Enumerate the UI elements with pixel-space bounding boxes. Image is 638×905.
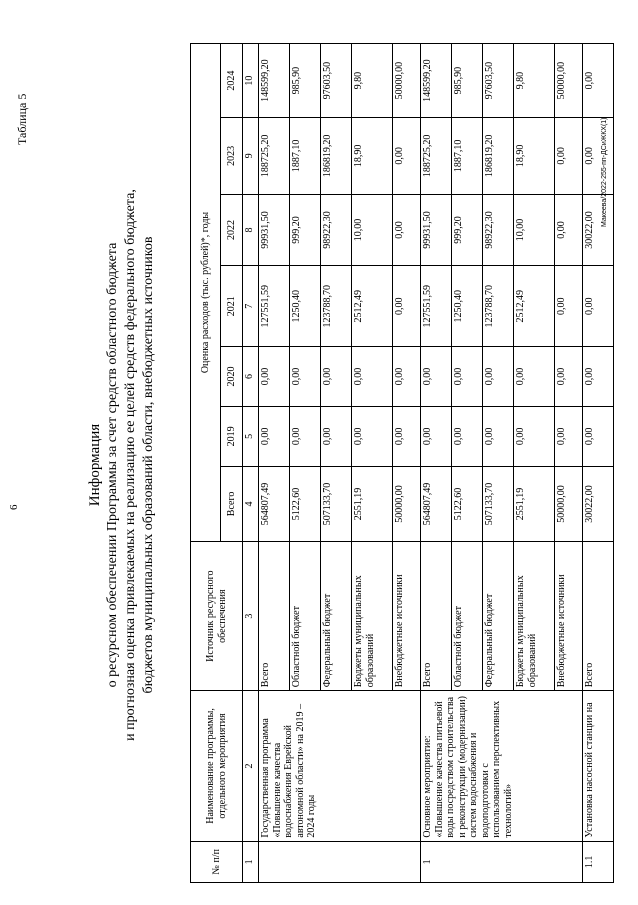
row-number	[259, 841, 421, 882]
header-name: Наименование программы, отдельного мероприятия	[191, 691, 243, 841]
amount-cell: 564807,49	[421, 466, 452, 541]
amount-cell: 127551,59	[259, 266, 290, 347]
amount-cell: 186819,20	[483, 118, 514, 194]
amount-cell: 507133,70	[321, 466, 352, 541]
amount-cell: 97603,50	[483, 44, 514, 118]
amount-cell: 98922,30	[321, 194, 352, 266]
amount-cell: 0,00	[583, 266, 614, 347]
column-index: 7	[243, 266, 259, 347]
header-source: Источник ресурсного обеспечения	[191, 542, 243, 691]
funding-source: Всего	[259, 542, 290, 691]
amount-cell: 985,90	[452, 44, 483, 118]
amount-cell: 0,00	[452, 347, 483, 407]
table-row	[259, 44, 290, 883]
amount-cell: 0,00	[514, 347, 555, 407]
header-year: Всего	[221, 466, 243, 541]
document-title-block	[86, 65, 158, 865]
amount-cell: 2551,19	[352, 466, 393, 541]
column-index: 10	[243, 44, 259, 118]
amount-cell: 5122,60	[452, 466, 483, 541]
amount-cell: 0,00	[321, 406, 352, 466]
amount-cell: 0,00	[555, 347, 583, 407]
amount-cell: 0,00	[259, 347, 290, 407]
amount-cell: 0,00	[583, 118, 614, 194]
amount-cell: 0,00	[555, 406, 583, 466]
amount-cell: 123788,70	[321, 266, 352, 347]
amount-cell: 0,00	[421, 347, 452, 407]
amount-cell: 0,00	[583, 347, 614, 407]
funding-source: Областной бюджет	[290, 542, 321, 691]
amount-cell: 10,00	[514, 194, 555, 266]
header-num: № п/п	[191, 841, 243, 882]
table-row	[583, 44, 614, 883]
amount-cell: 507133,70	[483, 466, 514, 541]
amount-cell: 0,00	[583, 44, 614, 118]
amount-cell: 148599,20	[259, 44, 290, 118]
amount-cell: 0,00	[290, 347, 321, 407]
table-label: Таблица 5	[15, 93, 29, 145]
header-year: 2024	[221, 44, 243, 118]
amount-cell: 1250,40	[452, 266, 483, 347]
amount-cell: 0,00	[555, 118, 583, 194]
funding-source: Бюджеты муниципальных образований	[514, 542, 555, 691]
amount-cell: 0,00	[452, 406, 483, 466]
amount-cell: 0,00	[555, 266, 583, 347]
amount-cell: 0,00	[393, 266, 421, 347]
amount-cell: 10,00	[352, 194, 393, 266]
subtitle-line: о ресурсном обеспечении Программы за счет средств областного бюджета	[105, 242, 120, 688]
funding-source: Внебюджетные источники	[393, 542, 421, 691]
document-title: Информация	[87, 423, 103, 507]
funding-source: Внебюджетные источники	[555, 542, 583, 691]
amount-cell: 0,00	[393, 347, 421, 407]
amount-cell: 2551,19	[514, 466, 555, 541]
funding-source: Всего	[421, 542, 452, 691]
amount-cell: 186819,20	[321, 118, 352, 194]
amount-cell: 9,80	[352, 44, 393, 118]
amount-cell: 0,00	[321, 347, 352, 407]
amount-cell: 9,80	[514, 44, 555, 118]
subtitle-line: бюджетов муниципальных образований области, внебюджетных источников	[141, 236, 156, 694]
header-year: 2020	[221, 347, 243, 407]
amount-cell: 50000,00	[393, 44, 421, 118]
column-index: 3	[243, 542, 259, 691]
amount-cell: 18,90	[352, 118, 393, 194]
column-index: 8	[243, 194, 259, 266]
amount-cell: 5122,60	[290, 466, 321, 541]
amount-cell: 0,00	[393, 406, 421, 466]
amount-cell: 98922,30	[483, 194, 514, 266]
amount-cell: 18,90	[514, 118, 555, 194]
amount-cell: 1887,10	[290, 118, 321, 194]
program-name: Государственная программа «Повышение качества водоснабжения Еврейской автономной области» на 2019 – 2024 годы	[259, 691, 421, 841]
rotated-page	[8, 20, 622, 905]
amount-cell: 0,00	[393, 194, 421, 266]
amount-cell: 30022,00	[583, 466, 614, 541]
amount-cell: 50000,00	[393, 466, 421, 541]
amount-cell: 30022,00	[583, 194, 614, 266]
amount-cell: 188725,20	[259, 118, 290, 194]
amount-cell: 0,00	[555, 194, 583, 266]
funding-source: Всего	[583, 542, 614, 691]
page-number: 6	[8, 504, 20, 510]
header-year: 2021	[221, 266, 243, 347]
subtitle-line: и прогнозная оценка привлекаемых на реализацию ее целей средств федерального бюджета,	[123, 189, 138, 741]
header-estimate: Оценка расходов (тыс. рублей)*, годы	[191, 44, 221, 542]
amount-cell: 148599,20	[421, 44, 452, 118]
column-index: 4	[243, 466, 259, 541]
amount-cell: 1887,10	[452, 118, 483, 194]
column-index: 1	[243, 841, 259, 882]
amount-cell: 127551,59	[421, 266, 452, 347]
amount-cell: 97603,50	[321, 44, 352, 118]
amount-cell: 999,20	[452, 194, 483, 266]
amount-cell: 1250,40	[290, 266, 321, 347]
column-index: 9	[243, 118, 259, 194]
funding-source: Бюджеты муниципальных образований	[352, 542, 393, 691]
column-index: 5	[243, 406, 259, 466]
funding-source: Федеральный бюджет	[321, 542, 352, 691]
document-footer: Макеева/2022-255-пп-ДСиЖКХ(1)	[601, 117, 608, 227]
amount-cell: 999,20	[290, 194, 321, 266]
table-row	[243, 44, 259, 883]
resource-table	[190, 43, 614, 883]
amount-cell: 985,90	[290, 44, 321, 118]
funding-source: Федеральный бюджет	[483, 542, 514, 691]
amount-cell: 123788,70	[483, 266, 514, 347]
table-body	[191, 44, 614, 883]
program-name: Установка насосной станции на	[583, 691, 614, 841]
amount-cell: 2512,49	[514, 266, 555, 347]
amount-cell: 50000,00	[555, 44, 583, 118]
amount-cell: 0,00	[483, 347, 514, 407]
amount-cell: 0,00	[393, 118, 421, 194]
amount-cell: 0,00	[483, 406, 514, 466]
funding-source: Областной бюджет	[452, 542, 483, 691]
amount-cell: 0,00	[352, 347, 393, 407]
table-row	[191, 44, 221, 883]
amount-cell: 2512,49	[352, 266, 393, 347]
amount-cell: 0,00	[290, 406, 321, 466]
header-year: 2022	[221, 194, 243, 266]
amount-cell: 50000,00	[555, 466, 583, 541]
row-number: 1.1	[583, 841, 614, 882]
amount-cell: 0,00	[352, 406, 393, 466]
amount-cell: 564807,49	[259, 466, 290, 541]
program-name: Основное мероприятие: «Повышение качества питьевой воды посредством строительства и реконструкции (модернизации) систем водоснабжения и водоподготовки с использованием перспективных технологий»	[421, 691, 583, 841]
amount-cell: 99931,50	[259, 194, 290, 266]
amount-cell: 0,00	[421, 406, 452, 466]
column-index: 6	[243, 347, 259, 407]
amount-cell: 0,00	[583, 406, 614, 466]
column-index: 2	[243, 691, 259, 841]
row-number: 1	[421, 841, 583, 882]
header-year: 2019	[221, 406, 243, 466]
header-year: 2023	[221, 118, 243, 194]
amount-cell: 99931,50	[421, 194, 452, 266]
amount-cell: 0,00	[259, 406, 290, 466]
amount-cell: 188725,20	[421, 118, 452, 194]
table-row	[421, 44, 452, 883]
amount-cell: 0,00	[514, 406, 555, 466]
